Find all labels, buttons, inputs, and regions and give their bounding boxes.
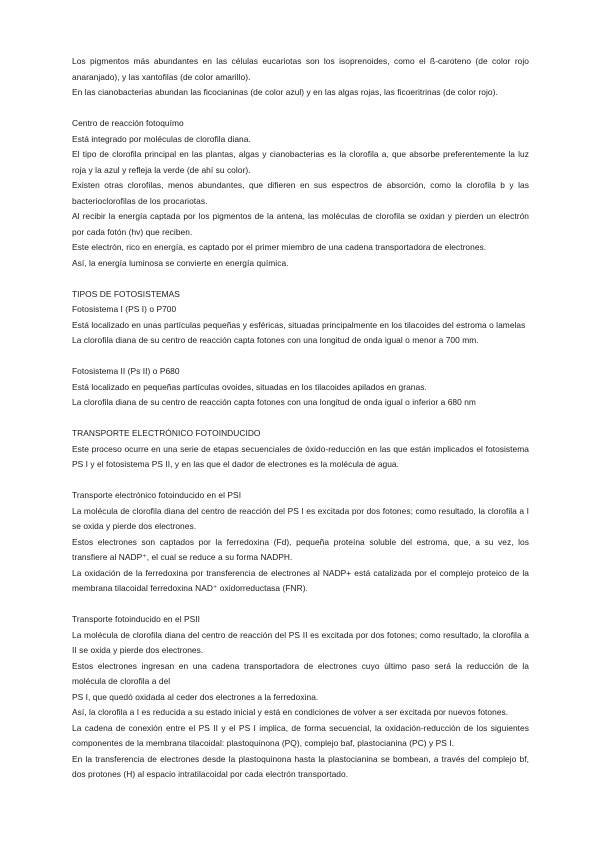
paragraph: Está localizado en pequeñas partículas ovoides, situadas en los tilacoides apilados en granas. [72, 381, 427, 392]
paragraph: Al recibir la energía captada por los pigmentos de la antena, las moléculas de clorofila se oxidan y pierden un electrón por cada fotón (hv) que reciben. [72, 211, 529, 237]
document-body [72, 54, 529, 783]
paragraph: Transporte electrónico fotoinducido en el PSI [72, 490, 242, 500]
paragraph: Fotosistema II (Ps II) o P680 [72, 366, 180, 376]
paragraph: Transporte fotoinducido en el PSII [72, 614, 201, 624]
paragraph: TRANSPORTE ELECTRÓNICO FOTOINDUCIDO [72, 428, 261, 438]
paragraph: Existen otras clorofilas, menos abundantes, que difieren en sus espectros de absorción, como la clorofila b y las bacterioclorofilas de los procariotas. [72, 180, 529, 206]
paragraph-gap [72, 271, 529, 287]
paragraph: Fotosistema I (PS I) o P700 [72, 304, 177, 314]
paragraph: La molécula de clorofila diana del centro de reacción del PS II es excitada por dos fotones; como resultado, la clorofila a II se oxida y pierde dos electrones. [72, 629, 529, 655]
paragraph: En la transferencia de electrones desde la plastoquinona hasta la plastocianina se bombean, a través del complejo bf, dos protones (H) al espacio intratilacoidal por cada electrón transportado. [72, 753, 529, 779]
paragraph-gap [72, 349, 529, 365]
paragraph: Estos electrones ingresan en una cadena transportadora de electrones cuyo último paso será la reducción de la molécula de clorofila a del [72, 660, 529, 686]
paragraph: El tipo de clorofila principal en las plantas, algas y cianobacterias es la clorofila a, que absorbe preferentemente la luz roja y la azul y refleja la verde (de ahí su color). [72, 149, 529, 175]
paragraph: Así, la energía luminosa se convierte en energía química. [72, 257, 289, 268]
paragraph: Este electrón, rico en energía, es captado por el primer miembro de una cadena transportadora de electrones. [72, 242, 487, 252]
paragraph-gap [72, 473, 529, 489]
paragraph: La cadena de conexión entre el PS II y el PS I implica, de forma secuencial, la oxidación-reducción de los siguientes componentes de la membrana tilacoidal: plastoquinona (PQ), complejo baf, plastocianina (PC) y PS I. [72, 722, 529, 748]
paragraph: Así, la clorofila a I es reducida a su estado inicial y está en condiciones de volver a ser excitada por nuevos fotones. [72, 707, 509, 717]
paragraph-gap [72, 101, 529, 117]
paragraph: La molécula de clorofila diana del centro de reacción del PS I es excitada por dos fotones; como resultado, la clorofila a I se oxida y pierde dos electrones. [72, 505, 529, 531]
paragraph: Está integrado por moléculas de clorofila diana. [72, 133, 251, 144]
paragraph-gap [72, 411, 529, 427]
paragraph: La clorofila diana de su centro de reacción capta fotones con una longitud de onda igual o inferior a 680 nm [72, 397, 476, 407]
paragraph: Los pigmentos más abundantes en las células eucariotas son los isoprenoides, como el ß-caroteno (de color rojo anaranjado), y las xantofilas (de color amarillo). [72, 56, 529, 82]
paragraph: Estos electrones son captados por la ferredoxina (Fd), pequeña proteína soluble del estroma, que, a su vez, los transfiere al NADP⁺, el cual se reduce a su forma NADPH. [72, 536, 529, 562]
paragraph-gap [72, 597, 529, 613]
paragraph: Está localizado en unas partículas pequeñas y esféricas, situadas principalmente en los tilacoides del estroma o lamelas [72, 319, 526, 330]
document-page [72, 54, 529, 783]
paragraph: PS I, que quedó oxidada al ceder dos electrones a la ferredoxina. [72, 691, 319, 702]
paragraph: En las cianobacterias abundan las ficocianinas (de color azul) y en las algas rojas, las ficoeritrinas (de color rojo). [72, 87, 498, 97]
paragraph: La clorofila diana de su centro de reacción capta fotones con una longitud de onda igual o menor a 700 mm. [72, 335, 479, 345]
paragraph: Centro de reacción fotoquímo [72, 118, 184, 128]
paragraph: La oxidación de la ferredoxina por transferencia de electrones al NADP+ está catalizada por el complejo proteico de la membrana tilacoidal ferredoxina NAD⁺ oxidorreductasa (FNR). [72, 567, 529, 593]
paragraph: TIPOS DE FOTOSISTEMAS [72, 288, 180, 299]
paragraph: Este proceso ocurre en una serie de etapas secuenciales de óxido-reducción en las que están implicados el fotosistema PS I y el fotosistema PS II, y en las que el dador de electrones es la molécula de agua. [72, 443, 529, 469]
